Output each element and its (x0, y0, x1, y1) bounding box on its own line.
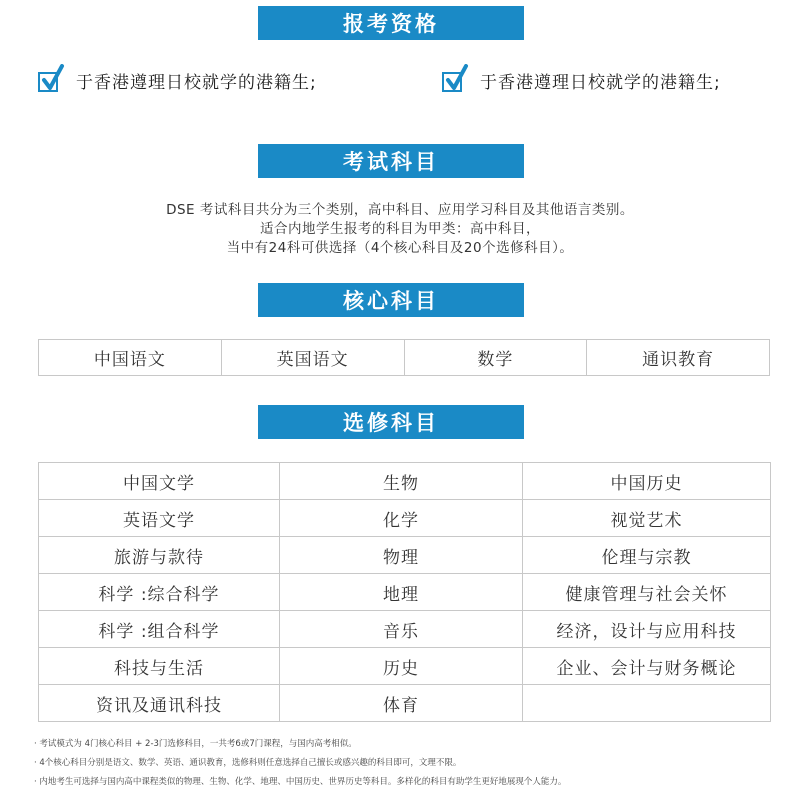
core-subjects-table (38, 339, 770, 376)
elective-cell: 旅游与款待 (39, 537, 280, 574)
core-subject-cell: 通识教育 (587, 340, 770, 376)
table-row (39, 537, 771, 574)
footnote: · 内地考生可选择与国内高中课程类似的物理、生物、化学、地理、中国历史、世界历史等科目。多样化的科目有助学生更好地展现个人能力。 (34, 777, 567, 787)
elective-cell: 科学 :综合科学 (39, 574, 280, 611)
elective-cell: 资讯及通讯科技 (39, 685, 280, 722)
intro-line: DSE 考试科目共分为三个类别，高中科目、应用学习科目及其他语言类别。 (166, 202, 634, 218)
table-row (39, 463, 771, 500)
intro-line: 当中有24科可供选择（4个核心科目及20个选修科目）。 (226, 240, 574, 256)
elective-cell: 经济，设计与应用科技 (523, 611, 771, 648)
elective-cell: 音乐 (280, 611, 523, 648)
core-subject-cell: 英国语文 (221, 340, 404, 376)
elective-cell: 物理 (280, 537, 523, 574)
elective-cell: 视觉艺术 (523, 500, 771, 537)
qualification-item (38, 62, 317, 98)
table-row (39, 574, 771, 611)
table-row (39, 685, 771, 722)
qualification-text: 于香港遵理日校就学的港籍生; (480, 72, 721, 93)
qualification-header: 报考资格 (258, 6, 524, 40)
footnotes (34, 739, 784, 796)
intro-line: 适合内地学生报考的科目为甲类：高中科目， (260, 221, 540, 237)
elective-cell: 历史 (280, 648, 523, 685)
qualification-list (38, 62, 778, 98)
footnote: · 考试模式为 4门核心科目 + 2-3门选修科目，一共考6或7门课程，与国内高考相似。 (34, 739, 357, 749)
elective-cell: 中国历史 (523, 463, 771, 500)
checkmark-icon (38, 66, 64, 94)
elective-cell: 化学 (280, 500, 523, 537)
elective-header: 选修科目 (258, 405, 524, 439)
elective-cell: 生物 (280, 463, 523, 500)
elective-cell: 英语文学 (39, 500, 280, 537)
qualification-item (442, 62, 721, 98)
footnote: · 4个核心科目分别是语文、数学、英语、通识教育，选修科则任意选择自己擅长或感兴趣的科目即可，文理不限。 (34, 758, 462, 768)
elective-cell (523, 685, 771, 722)
core-subject-cell: 数学 (404, 340, 587, 376)
elective-cell: 健康管理与社会关怀 (523, 574, 771, 611)
qualification-text: 于香港遵理日校就学的港籍生; (76, 72, 317, 93)
checkmark-icon (442, 66, 468, 94)
elective-cell: 体育 (280, 685, 523, 722)
table-row (39, 500, 771, 537)
elective-cell: 伦理与宗教 (523, 537, 771, 574)
subjects-intro (0, 201, 800, 258)
core-header: 核心科目 (258, 283, 524, 317)
elective-cell: 企业、会计与财务概论 (523, 648, 771, 685)
table-row (39, 648, 771, 685)
elective-cell: 中国文学 (39, 463, 280, 500)
core-subject-cell: 中国语文 (39, 340, 222, 376)
elective-cell: 科学 :组合科学 (39, 611, 280, 648)
elective-cell: 科技与生活 (39, 648, 280, 685)
table-row (39, 611, 771, 648)
elective-cell: 地理 (280, 574, 523, 611)
table-row (39, 340, 770, 376)
subjects-header: 考试科目 (258, 144, 524, 178)
elective-subjects-table (38, 462, 771, 722)
